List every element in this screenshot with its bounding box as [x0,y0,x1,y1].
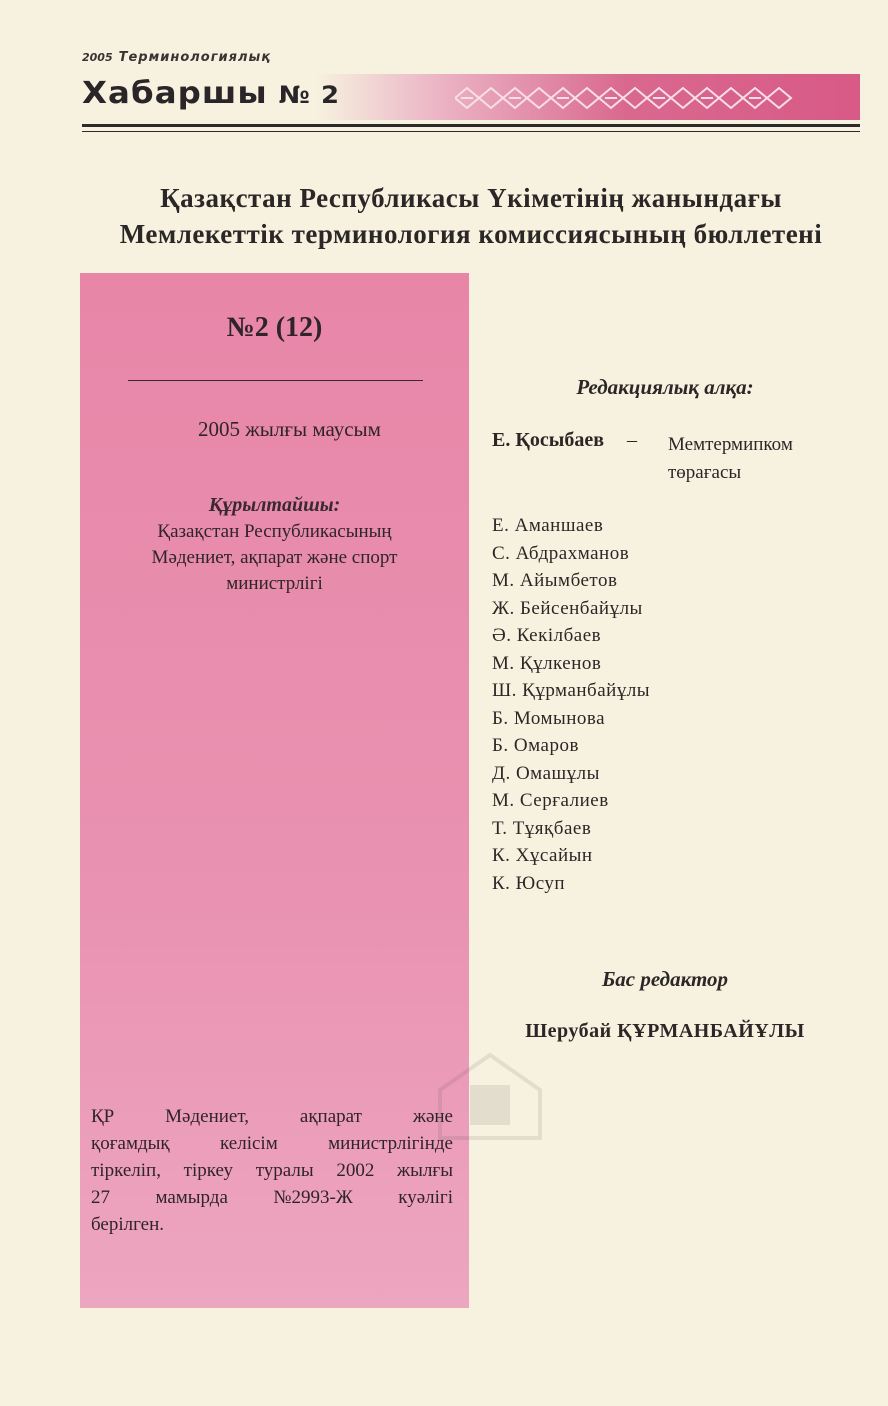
list-item: Б. Момынова [492,707,606,729]
main-title-line2: Мемлекеттік терминология комиссиясының бюллетені [119,219,823,249]
word: министрлігінде [328,1133,453,1154]
list-item: Ш. Құрманбайұлы [492,680,651,701]
list-item: С. Абдрахманов [492,542,630,564]
word: және [412,1106,453,1127]
list-item: Д. Омашұлы [492,762,600,784]
header-subtitle [82,50,271,65]
list-item: К. Хұсайын [492,845,593,866]
header-rule-thick [82,124,860,127]
list-item: М. Құлкенов [492,652,602,674]
chair-role-line2: төрағасы [668,462,742,483]
header-rule-thin [82,131,860,132]
registration-line [91,1103,453,1130]
chair-role-line1: Мемтермипком [668,434,793,455]
word: жылғы [397,1160,453,1181]
chair-dash: – [627,429,637,451]
board-members-list [492,512,650,897]
registration-line [91,1211,453,1238]
header-title [82,76,340,111]
founder-label: Құрылтайшы: [208,494,341,516]
registration-note [91,1103,453,1238]
issue-date: 2005 жылғы маусым [198,417,381,441]
word: №2993-Ж [273,1187,353,1208]
list-item: К. Юсуп [492,872,566,894]
founder-line: Қазақстан Республикасының [157,521,392,542]
word: берілген. [91,1214,165,1235]
header-title-text: Хабаршы [82,76,268,111]
main-title [82,180,860,252]
header-number: № 2 [278,81,341,109]
chair-role [668,431,793,487]
word: 27 [91,1187,110,1208]
panel-divider [128,380,423,381]
word: тіркеу [183,1160,233,1181]
list-item: Е. Аманшаев [492,515,604,536]
faint-emblem-mark [430,1050,550,1140]
list-item: М. Айымбетов [492,570,618,591]
header-subtitle-text: Терминологиялық [118,50,272,65]
list-item: М. Серғалиев [492,790,609,811]
word: келісім [220,1133,278,1154]
registration-line [91,1184,453,1211]
editorial-board-label: Редакциялық алқа: [576,375,754,399]
word: туралы [255,1160,314,1181]
main-title-line1: Қазақстан Республикасы Үкіметінің жанындағы [160,183,782,213]
list-item: Б. Омаров [492,735,579,756]
founder-text [80,519,469,597]
editor-in-chief-label: Бас редактор [601,967,729,991]
chair-name: Е. Қосыбаев [492,429,605,451]
word: тіркеліп, [91,1160,161,1181]
registration-line [91,1130,453,1157]
word: қоғамдық [91,1133,170,1154]
editor-in-chief-name: Шерубай ҚҰРМАНБАЙҰЛЫ [525,1020,805,1042]
word: 2002 [336,1160,375,1181]
list-item: Ә. Кекілбаев [492,625,602,646]
founder-line: министрлігі [226,573,323,594]
founder-line: Мәдениет, ақпарат және спорт [151,547,398,568]
word: куәлігі [398,1187,453,1208]
word: ҚР [91,1106,115,1127]
ornament-pattern [455,82,805,114]
issue-number: №2 (12) [226,312,323,343]
word: мамырда [155,1187,228,1208]
word: ақпарат [299,1106,362,1127]
header-year: 2005 [82,51,113,64]
list-item: Т. Тұяқбаев [492,817,592,839]
list-item: Ж. Бейсенбайұлы [492,597,643,619]
word: Мәдениет, [165,1106,249,1127]
registration-line [91,1157,453,1184]
